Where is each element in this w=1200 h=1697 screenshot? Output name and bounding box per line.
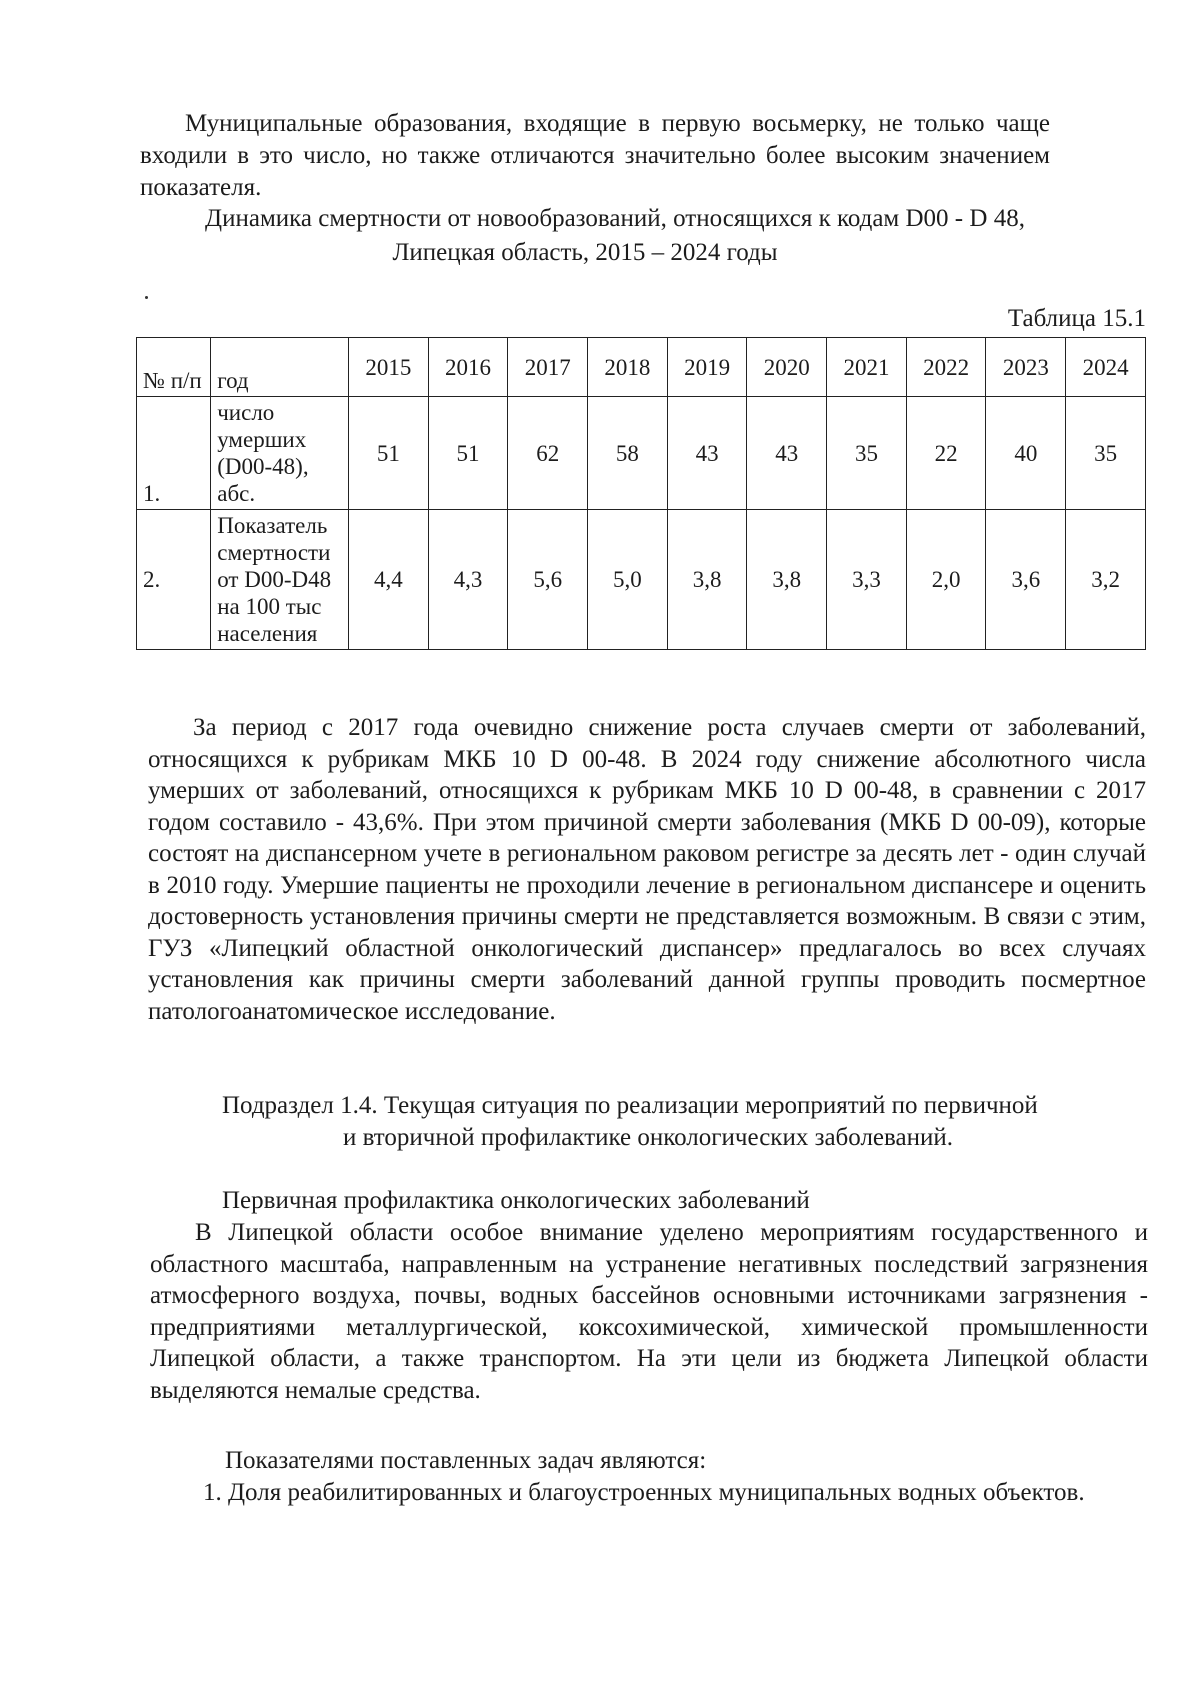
table-cell: 40 (986, 397, 1066, 510)
table-cell: 4,4 (348, 510, 428, 650)
subsection-title-line1: Подраздел 1.4. Текущая ситуация по реализации мероприятий по первичной (222, 1092, 1038, 1119)
row-label: число умерших (D00-48), абс. (211, 397, 349, 510)
table-cell: 43 (747, 397, 827, 510)
row-no: 2. (137, 510, 211, 650)
table-cell: 62 (508, 397, 588, 510)
header-year: 2018 (588, 338, 668, 397)
table-cell: 3,3 (827, 510, 907, 650)
intro-paragraph: Муниципальные образования, входящие в первую восьмерку, не только чаще входили в это число, но также отличаются значительно более высоким значением показателя. (140, 110, 1050, 201)
row-no: 1. (137, 397, 211, 510)
table-cell: 5,0 (588, 510, 668, 650)
table-cell: 2,0 (906, 510, 986, 650)
header-label: год (211, 338, 349, 397)
table-cell: 5,6 (508, 510, 588, 650)
header-year: 2024 (1066, 338, 1146, 397)
header-year: 2019 (667, 338, 747, 397)
table-cell: 22 (906, 397, 986, 510)
table-cell: 43 (667, 397, 747, 510)
table-cell: 3,6 (986, 510, 1066, 650)
header-year: 2016 (428, 338, 508, 397)
primary-prevention-heading: Первичная профилактика онкологических заболеваний (222, 1187, 810, 1214)
table-cell: 51 (348, 397, 428, 510)
primary-prevention-paragraph: В Липецкой области особое внимание уделено мероприятиям государственного и областного масштаба, направленным на устранение негативных последствий загрязнения атмосферного воздуха, почвы, водных бассейнов основными источниками загрязнения - предприятиями металлургической, коксохимической, химической промышленности Липецкой области, а также транспортом. На эти цели из бюджета Липецкой области выделяются немалые средства. (150, 1219, 1148, 1404)
indicators-heading: Показателями поставленных задач являются: (225, 1447, 707, 1474)
table-row (137, 397, 1146, 510)
table-cell: 3,8 (747, 510, 827, 650)
header-year: 2020 (747, 338, 827, 397)
row-label: Показатель смертности от D00-D48 на 100 тыс населения (211, 510, 349, 650)
subsection-title-line2: и вторичной профилактике онкологических заболеваний. (343, 1124, 953, 1151)
table-cell: 35 (827, 397, 907, 510)
table-title-line2: Липецкая область, 2015 – 2024 годы (392, 239, 778, 266)
header-year: 2022 (906, 338, 986, 397)
header-year: 2017 (508, 338, 588, 397)
table-cell: 3,8 (667, 510, 747, 650)
stray-dot (145, 296, 148, 299)
header-year: 2021 (827, 338, 907, 397)
table-cell: 58 (588, 397, 668, 510)
indicator-item-1: 1. Доля реабилитированных и благоустроенных муниципальных водных объектов. (203, 1479, 1085, 1506)
table-cell: 35 (1066, 397, 1146, 510)
table-row (137, 510, 1146, 650)
table-cell: 3,2 (1066, 510, 1146, 650)
period-paragraph: За период с 2017 года очевидно снижение роста случаев смерти от заболеваний, относящихся к рубрикам МКБ 10 D 00-48. В 2024 году снижение абсолютного числа умерших от заболеваний, относящихся к рубрикам МКБ 10 D 00-48, в сравнении с 2017 годом составило - 43,6%. При этом причиной смерти заболевания (МКБ D 00-09), которые состоят на диспансерном учете в региональном раковом регистре за десять лет - один случай в 2010 году. Умершие пациенты не проходили лечение в региональном диспансере и оценить достоверность установления причины смерти не представляется возможным. В связи с этим, ГУЗ «Липецкий областной онкологический диспансер» предлагалось во всех случаях установления как причины смерти заболеваний данной группы проводить посмертное патологоанатомическое исследование. (148, 714, 1146, 1025)
table-title-line1: Динамика смертности от новообразований, относящихся к кодам D00 - D 48, (205, 205, 1025, 232)
mortality-table (136, 337, 1146, 650)
table-header-row (137, 338, 1146, 397)
table-cell: 51 (428, 397, 508, 510)
header-year: 2015 (348, 338, 428, 397)
header-year: 2023 (986, 338, 1066, 397)
table-cell: 4,3 (428, 510, 508, 650)
header-no: № п/п (137, 338, 211, 397)
table-caption: Таблица 15.1 (1007, 305, 1146, 332)
